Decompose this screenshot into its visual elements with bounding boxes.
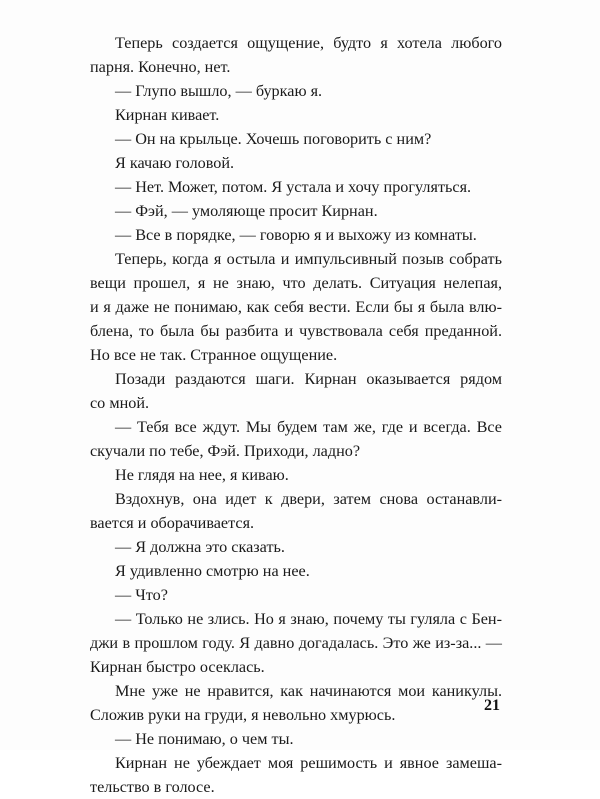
text-line: тельство в голосе.: [90, 778, 215, 796]
text-line: вещи прошел, я не знаю, что делать. Ситуация нелепая,: [90, 274, 502, 292]
text-line: вается и оборачивается.: [90, 514, 255, 532]
text-line: — Что?: [115, 586, 168, 604]
text-line: скучали по тебе, Фэй. Приходи, ладно?: [90, 442, 361, 460]
text-line: Не глядя на нее, я киваю.: [115, 466, 289, 484]
text-line: Я качаю головой.: [115, 154, 235, 172]
text-line: джи в прошлом году. Я давно догадалась. Это же из-за... —: [90, 634, 502, 652]
text-line: — Все в порядке, — говорю я и выхожу из комнаты.: [115, 226, 477, 244]
text-line: Вздохнув, она идет к двери, затем снова останавли-: [115, 490, 502, 508]
text-line: Теперь создается ощущение, будто я хотела любого: [115, 34, 502, 52]
text-line: Теперь, когда я остыла и импульсивный позыв собрать: [115, 250, 502, 268]
text-line: Но все не так. Странное ощущение.: [90, 346, 338, 364]
text-line: парня. Конечно, нет.: [90, 58, 231, 76]
text-line: — Не понимаю, о чем ты.: [115, 730, 294, 748]
text-line: Сложив руки на груди, я невольно хмурюсь.: [90, 706, 396, 724]
text-line: Я удивленно смотрю на нее.: [115, 562, 310, 580]
text-line: — Нет. Может, потом. Я устала и хочу прогуляться.: [115, 178, 472, 196]
text-line: Мне уже не нравится, как начинаются мои каникулы.: [115, 682, 502, 700]
text-line: — Он на крыльце. Хочешь поговорить с ним?: [115, 130, 432, 148]
text-line: со мной.: [90, 394, 150, 412]
page-number: 21: [484, 697, 500, 714]
text-line: и я даже не понимаю, как себя вести. Если бы я была влю-: [90, 298, 502, 316]
text-line: Кирнан кивает.: [115, 106, 220, 124]
text-line: — Тебя все ждут. Мы будем там же, где и всегда. Все: [115, 418, 502, 436]
text-line: — Только не злись. Но я знаю, почему ты гуляла с Бен-: [115, 610, 502, 628]
text-line: Позади раздаются шаги. Кирнан оказывается рядом: [115, 370, 502, 388]
body-text: [90, 31, 502, 799]
text-line: Кирнан не убеждает моя решимость и явное замеша-: [115, 754, 502, 772]
text-line: — Фэй, — умоляюще просит Кирнан.: [115, 202, 378, 220]
text-line: блена, то была бы разбита и чувствовала себя преданной.: [90, 322, 502, 340]
text-line: — Я должна это сказать.: [115, 538, 285, 556]
text-line: Кирнан быстро осеклась.: [90, 658, 265, 676]
text-line: — Глупо вышло, — буркаю я.: [115, 82, 323, 100]
